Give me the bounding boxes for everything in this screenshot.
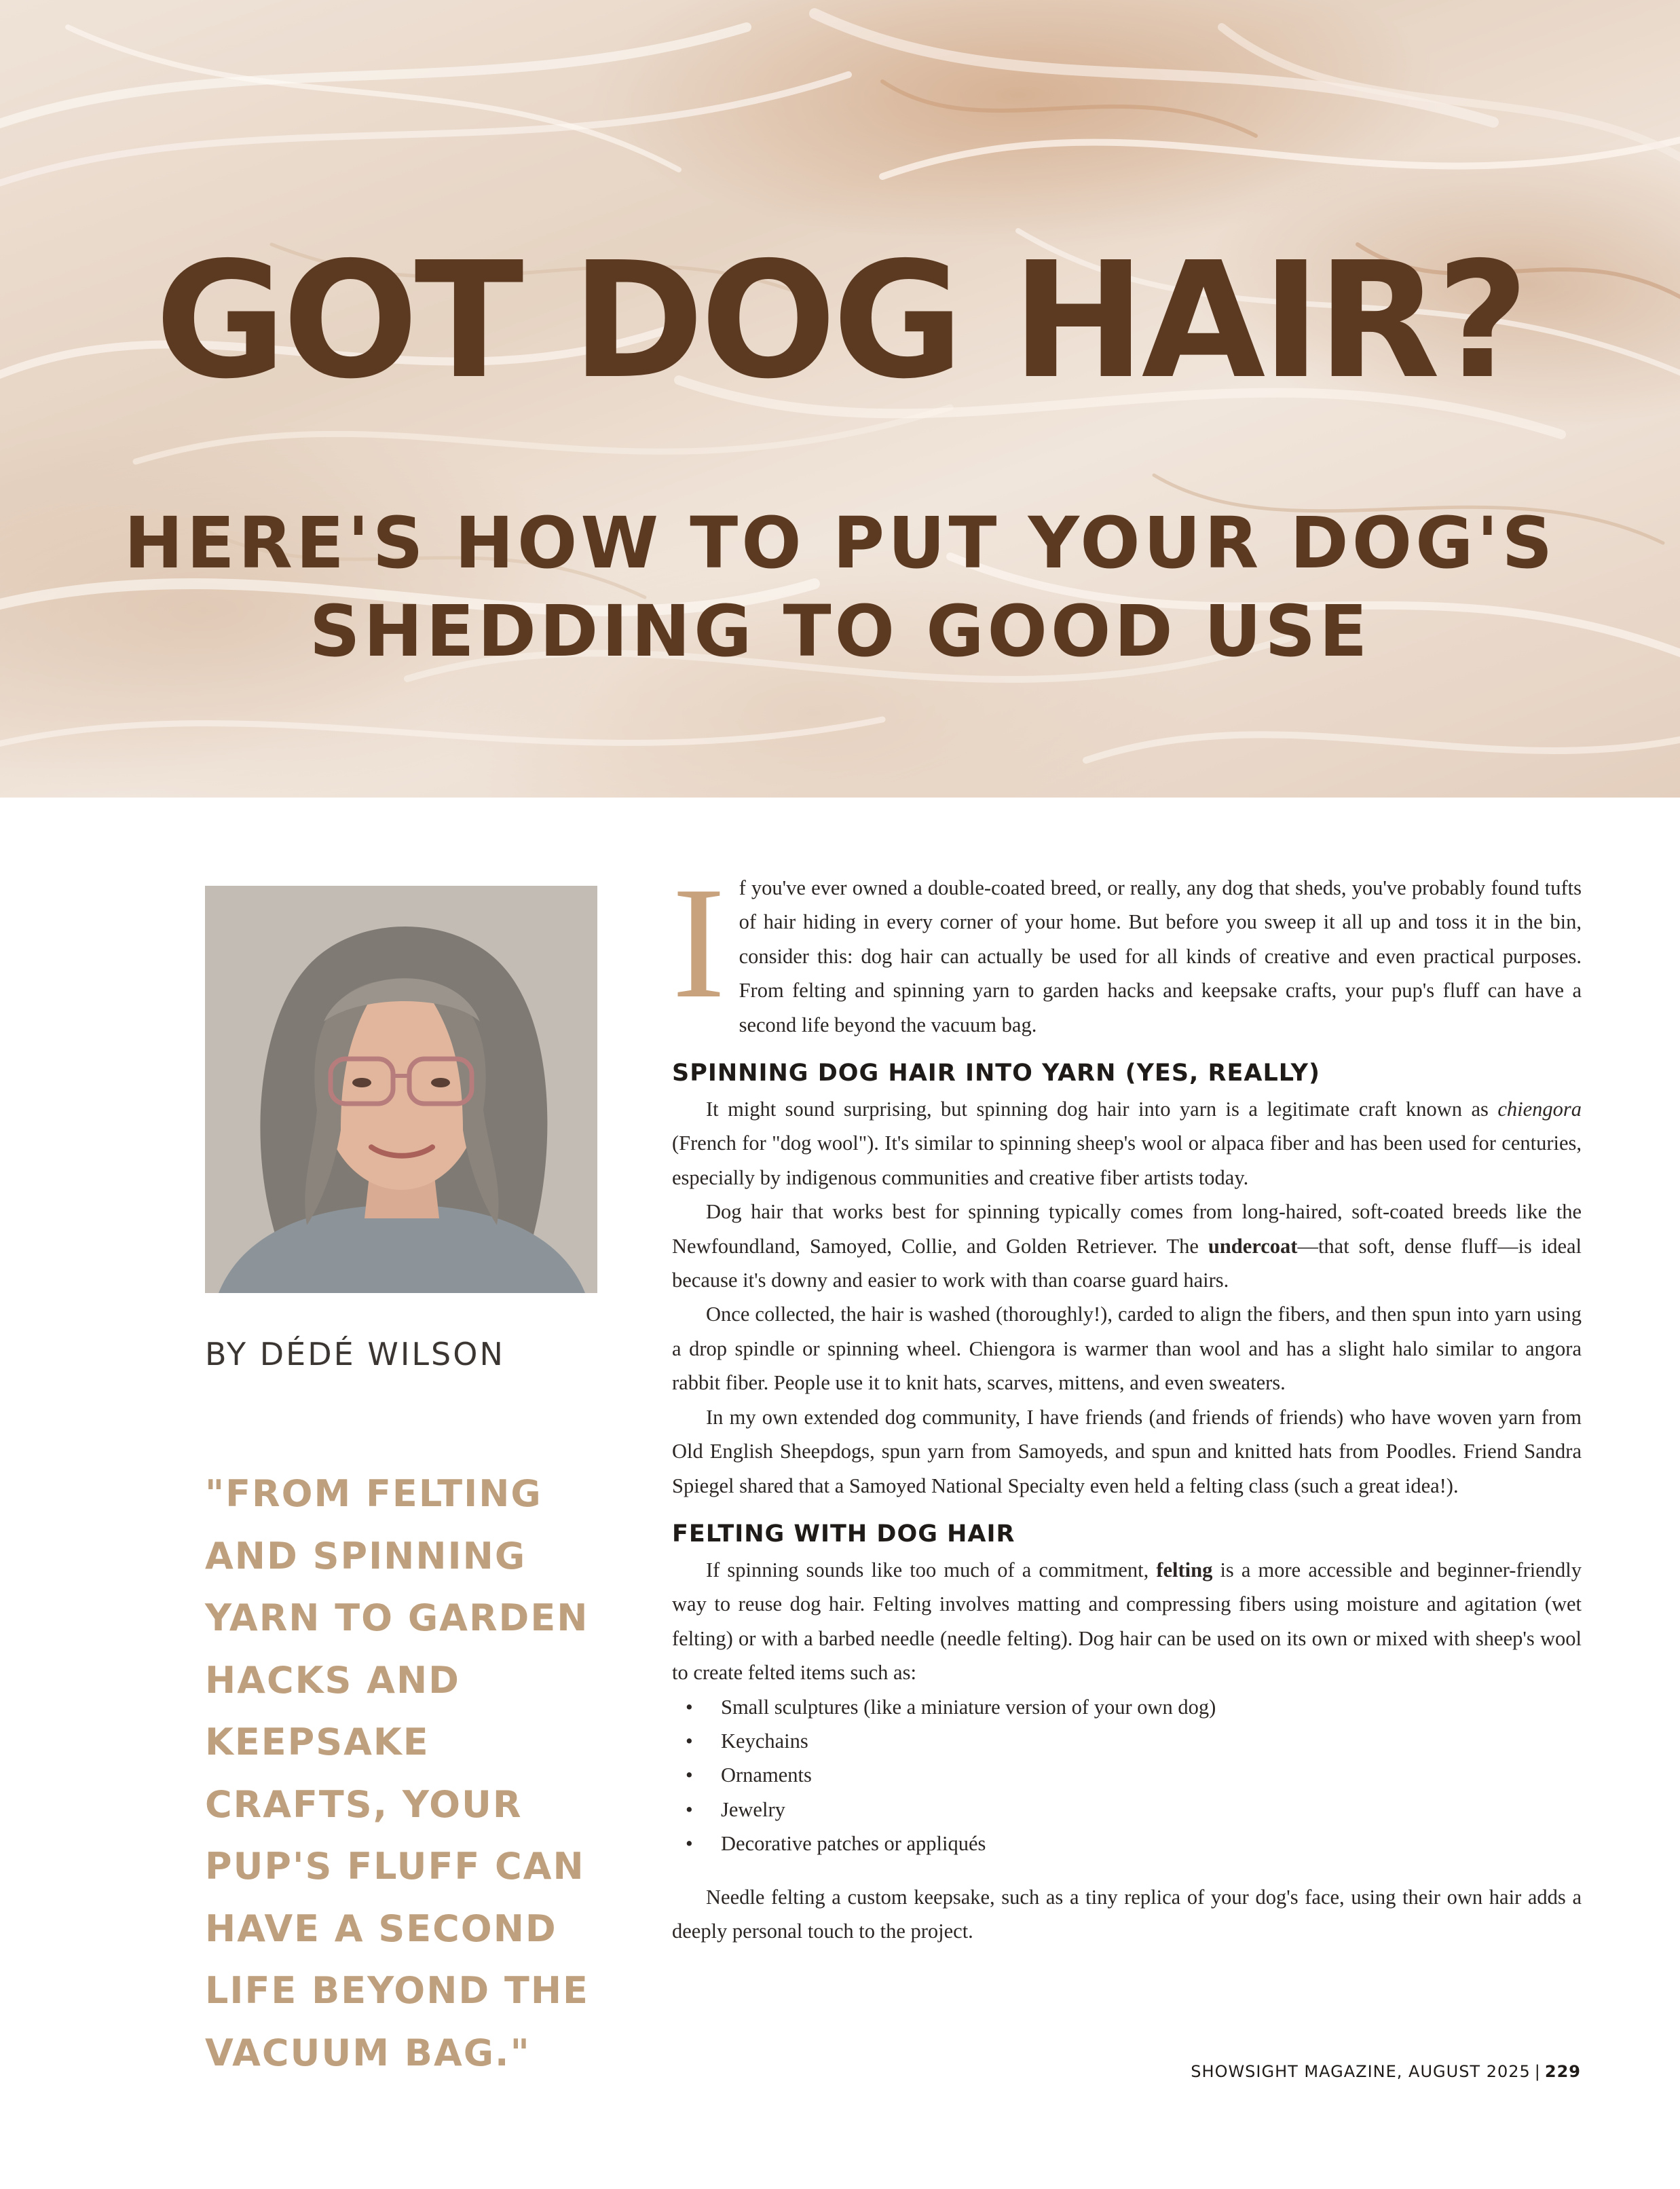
body-paragraph: In my own extended dog community, I have friends (and friends of friends) who have woven yarn from Old English Sheepdogs, spun yarn from Samoyeds, and spun and knitted hats from Poodles. Friend Sandra Spiegel shared that a Samoyed National Specialty even held a felting class (such a great idea!). <box>672 1405 1582 1497</box>
bold-term: felting <box>1156 1558 1213 1582</box>
body-paragraph <box>672 1553 1582 1690</box>
article-body <box>672 855 1582 1948</box>
list-item: • Ornaments <box>686 1758 1582 1792</box>
body-paragraph: Needle felting a custom keepsake, such as a tiny replica of your dog's face, using their own hair adds a deeply personal touch to the project. <box>672 1885 1582 1943</box>
body-paragraph <box>672 1195 1582 1297</box>
text-run: Dog hair that works best for spinning typically comes from long-haired, soft-coated breeds like the Newfoundland, Samoyed, Collie, and Golden Retriever. The <box>672 1200 1582 1258</box>
hero-banner <box>0 0 1680 798</box>
body-paragraph <box>672 1092 1582 1195</box>
section-heading-spinning: SPINNING DOG HAIR INTO YARN (YES, REALLY) <box>672 1060 1320 1087</box>
felted-items-list <box>672 1690 1582 1861</box>
bold-term: undercoat <box>1208 1234 1298 1258</box>
page-number: 229 <box>1544 2062 1581 2081</box>
list-item: • Jewelry <box>686 1793 1582 1827</box>
text-run: It might sound surprising, but spinning dog hair into yarn is a legitimate craft known as <box>706 1098 1498 1121</box>
list-item: • Decorative patches or appliqués <box>686 1827 1582 1860</box>
pull-quote: "FROM FELTING AND SPINNING YARN TO GARDEN HACKS AND KEEPSAKE CRAFTS, YOUR PUP'S FLUFF CAN HAVE A SECOND LIFE BEYOND THE VACUUM BAG." <box>205 1472 589 2074</box>
text-run: If spinning sounds like too much of a commitment, <box>706 1558 1157 1582</box>
author-portrait-image <box>205 886 597 1293</box>
page-footer <box>1191 2062 1581 2081</box>
list-item: • Keychains <box>686 1724 1582 1758</box>
section-heading-felting: FELTING WITH DOG HAIR <box>672 1520 1015 1548</box>
list-item: • Small sculptures (like a miniature version of your own dog) <box>686 1690 1582 1724</box>
intro-paragraph <box>672 855 1582 1042</box>
publication-name: SHOWSIGHT MAGAZINE, AUGUST 2025 <box>1191 2062 1531 2081</box>
author-byline: BY DÉDÉ WILSON <box>205 1336 505 1372</box>
article-subtitle <box>0 499 1680 675</box>
text-run: (French for "dog wool"). It's similar to spinning sheep's wool or alpaca fiber and has been used for centuries, especially by indigenous communities and creative fiber artists today. <box>672 1131 1582 1189</box>
text-run: —that soft, dense fluff—is ideal because it's downy and easier to work with than coarse guard hairs. <box>672 1234 1582 1292</box>
intro-text: f you've ever owned a double-coated breed, or really, any dog that sheds, you've probably found tufts of hair hiding in every corner of your home. But before you sweep it all up and toss it in the bin, consider this: dog hair can actually be used for all kinds of creative and even practical purposes. From felting and spinning yarn to garden hacks and keepsake crafts, your pup's fluff can have a second life beyond the vacuum bag. <box>739 876 1582 1036</box>
article-title: GOT DOG HAIR? <box>155 227 1525 414</box>
subtitle-line-2: SHEDDING TO GOOD USE <box>309 590 1371 673</box>
body-paragraph: Once collected, the hair is washed (thoroughly!), carded to align the fibers, and then spun into yarn using a drop spindle or spinning wheel. Chiengora is warmer than wool and has a slight halo similar to angora rabbit fiber. People use it to knit hats, scarves, mittens, and even sweaters. <box>672 1303 1582 1395</box>
subtitle-line-1: HERE'S HOW TO PUT YOUR DOG'S <box>124 502 1556 584</box>
text-run: is a more accessible and beginner-friendly way to reuse dog hair. Felting involves matting and compressing fibers using moisture and agitation (wet felting) or with a barbed needle (needle felting). Dog hair can be used on its own or mixed with sheep's wool to create felted items such as: <box>672 1558 1582 1685</box>
footer-separator: | <box>1534 2062 1541 2081</box>
author-photo <box>205 886 597 1293</box>
italic-term: chiengora <box>1497 1098 1582 1121</box>
drop-cap: I <box>672 855 726 1032</box>
